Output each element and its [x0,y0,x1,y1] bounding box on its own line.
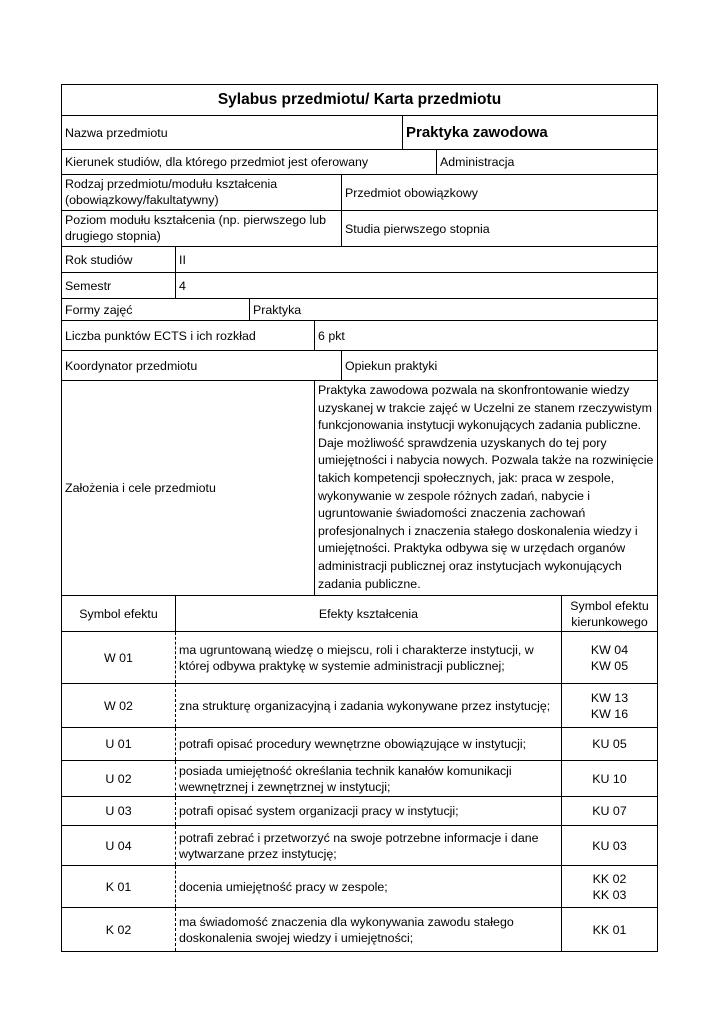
effect-direction-codes: KU 07 [561,797,657,825]
effect-direction-codes: KU 10 [561,761,657,796]
year-row [62,247,657,273]
direction-value: Administracja [436,150,657,174]
coordinator-value: Opiekun praktyki [341,351,657,380]
ects-label: Liczba punktów ECTS i ich rozkład [65,328,256,343]
direction-label: Kierunek studiów, dla którego przedmiot jest oferowany [65,155,369,169]
effect-direction-codes: KU 05 [561,728,657,760]
direction-row [62,150,657,175]
subject-value: Praktyka zawodowa [402,116,657,149]
semester-label: Semestr [65,278,112,293]
semester-value: 4 [175,273,657,298]
type-row [62,175,657,211]
effects-header-row [62,596,657,632]
effect-row [62,728,657,761]
header-direction-symbol: Symbol efektu kierunkowego [561,596,657,631]
goals-row [62,381,657,596]
effect-row [62,866,657,908]
semester-row [62,273,657,299]
coordinator-row [62,351,657,381]
effect-symbol: K 01 [105,879,132,894]
effect-row [62,761,657,797]
year-value: II [175,247,657,272]
header-symbol: Symbol efektu [79,606,158,621]
effect-row [62,797,657,826]
effect-symbol: U 01 [105,737,132,751]
subject-label: Nazwa przedmiotu [65,125,168,140]
effect-symbol: U 04 [105,838,132,853]
effect-direction-codes: KW 13 KW 16 [561,684,657,727]
coordinator-label: Koordynator przedmiotu [65,358,198,373]
effect-text: posiada umiejętność określania technik kanałów komunikacji wewnętrznej i zewnętrznej w instytucji; [175,761,561,796]
effect-text: docenia umiejętność pracy w zespole; [175,866,561,907]
type-value: Przedmiot obowiązkowy [341,175,657,210]
page-title: Sylabus przedmiotu/ Karta przedmiotu [217,91,502,108]
syllabus-card [61,84,658,952]
forms-label: Formy zajęć [65,302,133,317]
level-row [62,211,657,247]
effect-text: potrafi opisać procedury wewnętrzne obowiązujące w instytucji; [175,728,561,760]
effect-direction-codes: KW 04 KW 05 [561,632,657,683]
effect-row [62,632,657,684]
effect-text: zna strukturę organizacyjną i zadania wykonywane przez instytucję; [175,684,561,727]
level-value: Studia pierwszego stopnia [341,211,657,246]
effect-symbol: W 01 [104,650,133,665]
forms-row [62,299,657,321]
effect-row [62,908,657,951]
effect-symbol: W 02 [104,698,133,713]
year-label: Rok studiów [65,252,133,267]
ects-value: 6 pkt [314,321,657,350]
ects-row [62,321,657,351]
forms-value: Praktyka [249,299,657,320]
title-row [62,85,657,116]
goals-text: Praktyka zawodowa pozwala na skonfrontowanie wiedzy uzyskanej w trakcie zajęć w Uczelni ze stanem rzeczywistym funkcjonowania instytucji wykonujących zadania publiczne. Daje możliwość sprawdzenia uzyskanych do tej pory umiejętności i nabycia nowych. Pozwala także na rozwinięcie takich kompetencji społecznych, jak: praca w zespole, wykonywanie w zespole różnych zadań, nabycie i ugruntowanie świadomości znaczenia zachowań profesjonalnych i znaczenia stałego doskonalenia wiedzy i umiejętności. Praktyka odbywa się w urzędach organów administracji publicznej oraz instytucjach wykonujących zadania publiczne. [314,381,657,595]
effect-symbol: U 02 [105,771,132,786]
effect-text: potrafi zebrać i przetworzyć na swoje potrzebne informacje i dane wytwarzane przez instytucję; [175,826,561,865]
level-label: Poziom modułu kształcenia (np. pierwszego lub drugiego stopnia) [65,213,327,243]
effect-direction-codes: KK 02 KK 03 [561,866,657,907]
effect-row [62,826,657,866]
goals-label: Założenia i cele przedmiotu [65,481,216,495]
type-label: Rodzaj przedmiotu/modułu kształcenia (obowiązkowy/fakultatywny) [65,177,278,207]
effect-text: potrafi opisać system organizacji pracy w instytucji; [175,797,561,825]
effect-direction-codes: KU 03 [561,826,657,865]
effect-text: ma świadomość znaczenia dla wykonywania zawodu stałego doskonalenia swojej wiedzy i umiejętności; [175,908,561,951]
subject-row [62,116,657,150]
effect-symbol: K 02 [105,922,132,937]
effect-symbol: U 03 [105,804,132,818]
effect-direction-codes: KK 01 [561,908,657,951]
effect-row [62,684,657,728]
header-effects: Efekty kształcenia [175,596,561,631]
effect-text: ma ugruntowaną wiedzę o miejscu, roli i charakterze instytucji, w której odbywa praktykę w systemie administracji publicznej; [175,632,561,683]
